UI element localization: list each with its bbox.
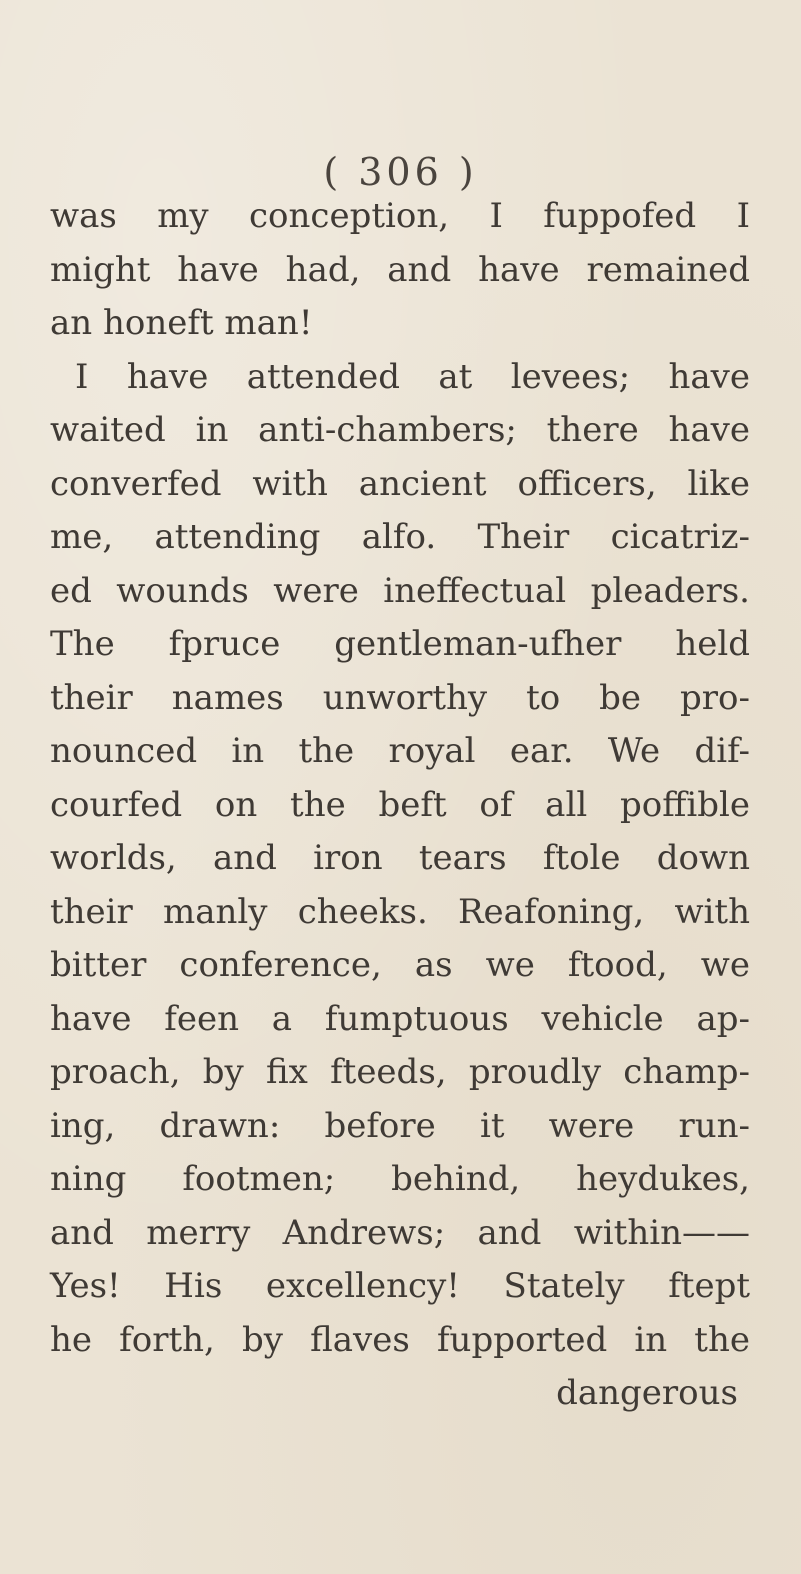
text-line: might have had, and have remained — [50, 249, 750, 290]
text-line: me, attending alfo. Their cicatriz- — [50, 517, 750, 557]
text-line: worlds, and iron tears ftole down — [50, 838, 750, 878]
text-line: waited in anti-chambers; there have — [50, 410, 750, 450]
catchword: dangerous — [556, 1373, 738, 1413]
text-line: an honeft man! — [50, 303, 313, 343]
page-number: ( 306 ) — [323, 150, 478, 194]
text-line: proach, by fix fteeds, proudly champ- — [50, 1052, 750, 1092]
body-text — [50, 190, 750, 1421]
text-line: ed wounds were ineffectual pleaders. — [50, 570, 750, 611]
text-line: their names unworthy to be pro- — [50, 677, 750, 718]
text-line: ning footmen; behind, heydukes, — [50, 1159, 750, 1199]
text-line: I have attended at levees; have — [75, 356, 750, 397]
text-line: converfed with ancient officers, like — [50, 463, 750, 504]
text-line: was my conception, I fuppofed I — [50, 196, 750, 236]
text-line: The fpruce gentleman-ufher held — [50, 624, 750, 664]
text-line: courfed on the beft of all poffible — [50, 784, 750, 825]
text-line: nounced in the royal ear. We dif- — [50, 731, 750, 771]
text-line: have feen a fumptuous vehicle ap- — [50, 998, 750, 1039]
text-line: and merry Andrews; and within—— — [50, 1212, 750, 1253]
text-line: ing, drawn: before it were run- — [50, 1105, 750, 1146]
text-line: bitter conference, as we ftood, we — [50, 945, 750, 985]
text-line: Yes! His excellency! Stately ftept — [50, 1266, 750, 1306]
text-line: their manly cheeks. Reafoning, with — [50, 891, 750, 932]
text-line: he forth, by flaves fupported in the — [50, 1319, 750, 1360]
